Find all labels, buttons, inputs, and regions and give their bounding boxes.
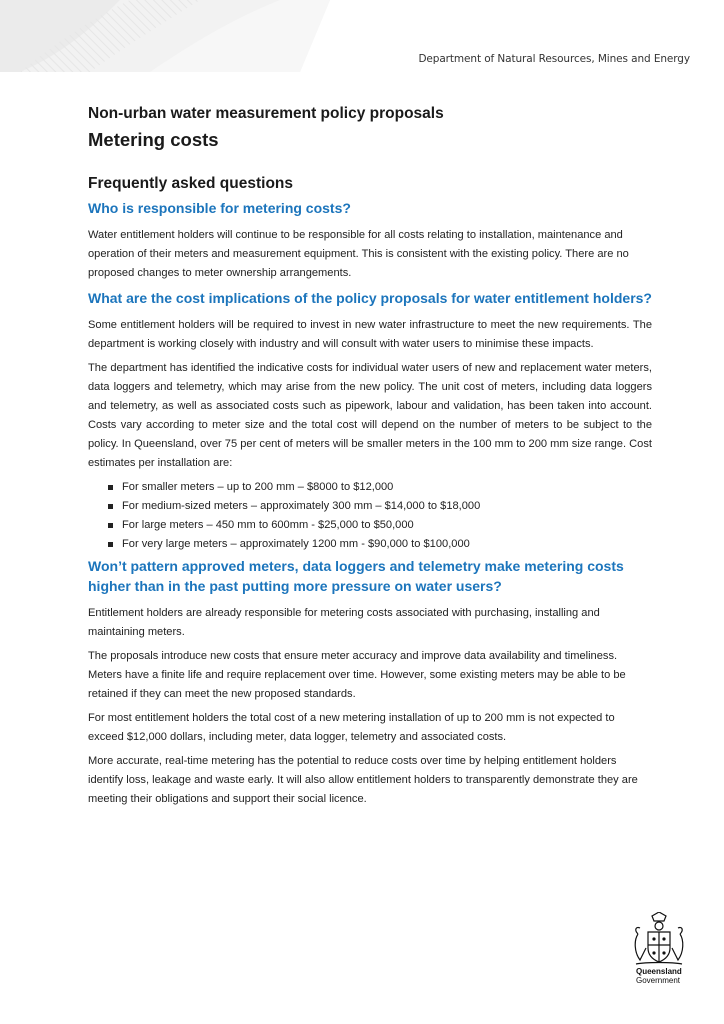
list-item-text: For large meters – 450 mm to 600mm - $25,000 to $50,000 (122, 519, 414, 531)
document-title: Metering costs (88, 129, 219, 150)
document-body (88, 104, 652, 814)
list-item-text: For medium-sized meters – approximately 300 mm – $14,000 to $18,000 (122, 500, 481, 512)
bullet-icon (108, 504, 113, 509)
document-pre-title: Non-urban water measurement policy proposals (88, 105, 444, 122)
faq-question-3: Won’t pattern approved meters, data loggers and telemetry make metering costs higher than in the past putting more pressure on water users? (88, 558, 624, 594)
faq-answer-paragraph: Entitlement holders are already responsible for metering costs associated with purchasing, installing and maintaining meters. (88, 607, 600, 638)
faq-answer-paragraph: More accurate, real-time metering has the potential to reduce costs over time by helping entitlement holders identify loss, leakage and waste early. It will also allow entitlement holders to transparently demonstrate they are meeting their obligations and support their social licence. (88, 755, 638, 805)
cost-estimates-list (108, 478, 652, 554)
section-heading: Frequently asked questions (88, 175, 293, 192)
faq-answer-paragraph: The proposals introduce new costs that ensure meter accuracy and improve data availability and timeliness. Meters have a finite life and require replacement over time. However, some existing meters may be able to be retained if they can meet the new proposed standards. (88, 650, 626, 700)
faq-answer-paragraph: Water entitlement holders will continue to be responsible for all costs relating to installation, maintenance and operation of their meters and measurement equipment. This is consistent with the existing policy. There are no proposed changes to meter ownership arrangements. (88, 229, 629, 279)
list-item (108, 535, 652, 554)
bullet-icon (108, 485, 113, 490)
bullet-icon (108, 523, 113, 528)
faq-question-1: Who is responsible for metering costs? (88, 200, 351, 216)
list-item-text: For smaller meters – up to 200 mm – $8000 to $12,000 (122, 481, 394, 493)
list-item (108, 478, 652, 497)
queensland-government-logo-text (636, 967, 682, 985)
faq-answer-paragraph: The department has identified the indicative costs for individual water users of new and replacement water meters, data loggers and telemetry, which may arise from the new policy. The unit cost of meters, including data loggers and telemetry, as well as associated costs such as pipework, labour and validation, has been taken into account. Costs vary according to meter size and the total cost will depend on the number of meters to be subject to the policy. In Queensland, over 75 per cent of meters will be smaller meters in the 100 mm to 200 mm size range. Cost estimates per installation are: (88, 362, 652, 469)
department-name: Department of Natural Resources, Mines and Energy (418, 53, 690, 65)
faq-answer-paragraph: For most entitlement holders the total cost of a new metering installation of up to 200 mm is not expected to exceed $12,000 dollars, including meter, data logger, telemetry and associated costs. (88, 712, 615, 743)
faq-answer-paragraph: Some entitlement holders will be required to invest in new water infrastructure to meet the new requirements. The department is working closely with industry and will consult with water users to minimise these impacts. (88, 319, 652, 350)
faq-question-2: What are the cost implications of the policy proposals for water entitlement holders? (88, 290, 652, 306)
list-item-text: For very large meters – approximately 1200 mm - $90,000 to $100,000 (122, 538, 470, 550)
bullet-icon (108, 542, 113, 547)
logo-line-queensland: Queensland (636, 967, 682, 976)
logo-line-government: Government (636, 976, 681, 985)
list-item (108, 516, 652, 535)
list-item (108, 497, 652, 516)
corner-decoration (0, 0, 330, 72)
